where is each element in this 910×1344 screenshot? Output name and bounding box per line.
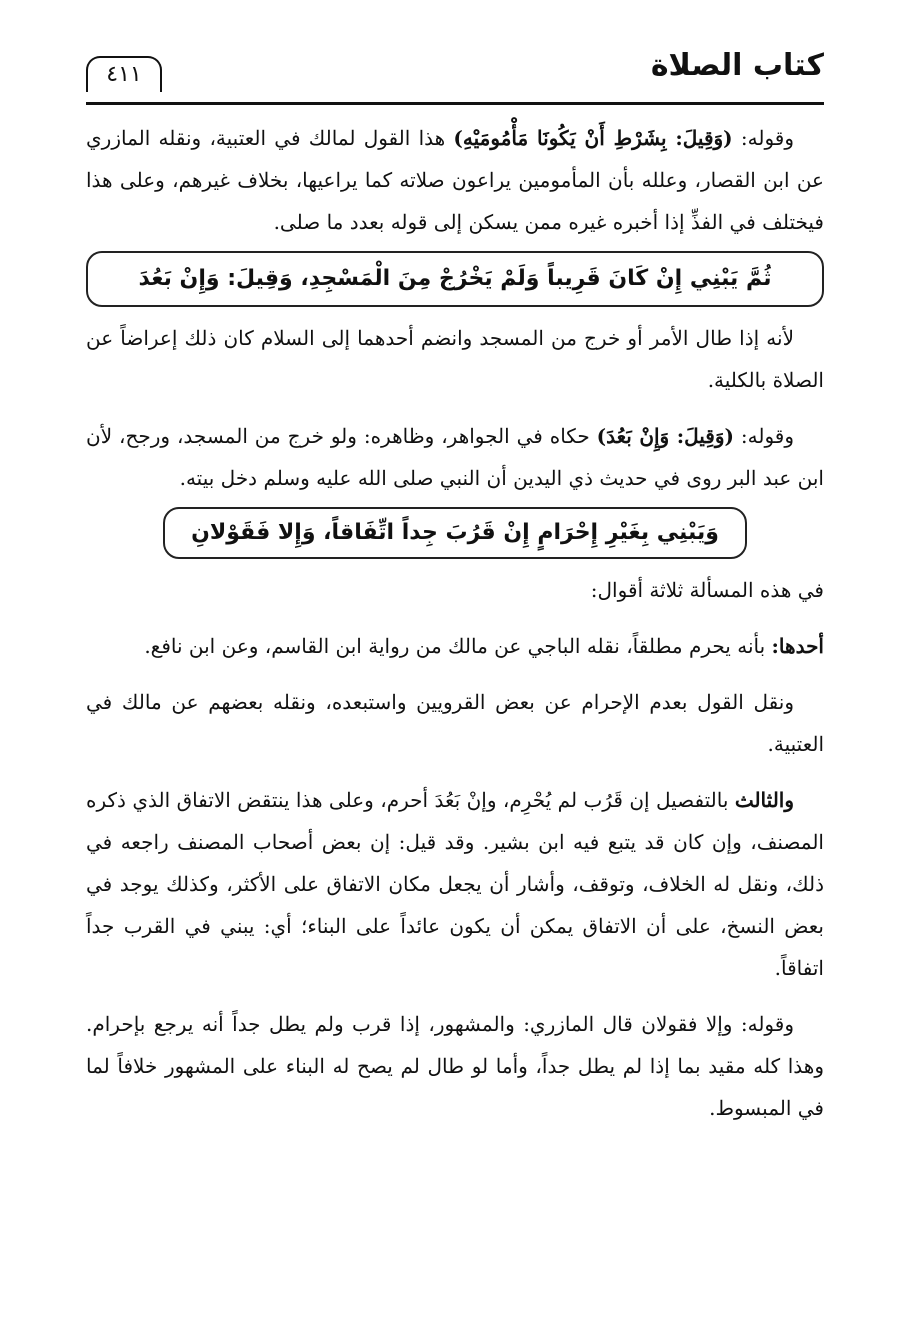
paragraph-8: وقوله: وإلا فقولان قال المازري: والمشهور، إذا قرب ولم يطل جداً أنه يرجع بإحرام. وهذا كله مقيد بما إذا لم يطل جداً، وأما لو طال لم يصح له البناء على المشهور خلافاً لما في المبسوط. [86,1012,824,1120]
paragraph-3-prefix: وقوله: [733,424,794,448]
paragraph-4: في هذه المسألة ثلاثة أقوال: [590,578,824,602]
book-title: كتاب الصلاة [650,48,824,83]
page-number: ٤١١ [86,56,162,92]
matn-box-1: ثُمَّ يَبْنِي إِنْ كَانَ قَرِيباً وَلَمْ يَخْرُجْ مِنَ الْمَسْجِدِ، وَقِيلَ: وَإِنْ بَعُدَ [86,251,824,307]
paragraph-3-quote: (وَقِيلَ: وَإِنْ بَعُدَ) [596,424,734,448]
paragraph-1 [86,117,824,243]
paragraph-5-text: بأنه يحرم مطلقاً، نقله الباجي عن مالك من رواية ابن القاسم، وعن ابن نافع. [144,634,772,658]
page [86,40,824,1304]
paragraph-7 [86,779,824,989]
paragraph-2: لأنه إذا طال الأمر أو خرج من المسجد وانضم أحدهما إلى السلام كان ذلك إعراضاً عن الصلاة بالكلية. [86,326,824,392]
page-header [86,40,824,105]
paragraph-3-text: حكاه في الجواهر، وظاهره: ولو خرج من المسجد، ورجح، لأن ابن عبد البر روى في حديث ذي اليدين أن النبي صلى الله عليه وسلم دخل بيته. [86,424,824,490]
paragraph-1-quote: (وَقِيلَ: بِشَرْطِ أَنْ يَكُونَا مَأْمُومَيْهِ) [453,126,733,150]
paragraph-5 [86,625,824,667]
paragraph-6: ونقل القول بعدم الإحرام عن بعض القرويين واستبعده، ونقله بعضهم عن مالك في العتبية. [86,690,824,756]
paragraph-7-text: بالتفصيل إن قَرُب لم يُحْرِم، وإنْ بَعُدَ أحرم، وعلى هذا ينتقض الاتفاق الذي ذكره المصنف، وإن كان قد يتبع فيه ابن بشير. وقد قيل: إن بعض أصحاب المصنف راجعه في ذلك، ونقل له الخلاف، وتوقف، وأشار أن يجعل مكان الاتفاق على الأكثر، وكذلك يوجد في بعض النسخ، على أن الاتفاق يمكن أن يكون عائداً على البناء؛ أي: يبني في القرب جداً اتفاقاً. [86,788,824,980]
paragraph-7-label: والثالث [734,788,794,812]
page-content [86,105,824,1129]
paragraph-1-prefix: وقوله: [732,126,794,150]
matn-box-2: وَيَبْنِي بِغَيْرِ إِحْرَامٍ إِنْ قَرُبَ جِداً اتِّفَاقاً، وَإِلا فَقَوْلانِ [163,507,747,559]
paragraph-3 [86,415,824,499]
paragraph-5-label: أحدها: [771,634,824,658]
paragraph-1-text: هذا القول لمالك في العتبية، ونقله المازري عن ابن القصار، وعلله بأن المأمومين يراعون صلاته كما يراعيها، بخلاف غيرهم، وعلى هذا فيختلف في الفذِّ إذا أخبره غيره ممن يسكن إلى قوله بعدد ما صلى. [86,126,824,234]
